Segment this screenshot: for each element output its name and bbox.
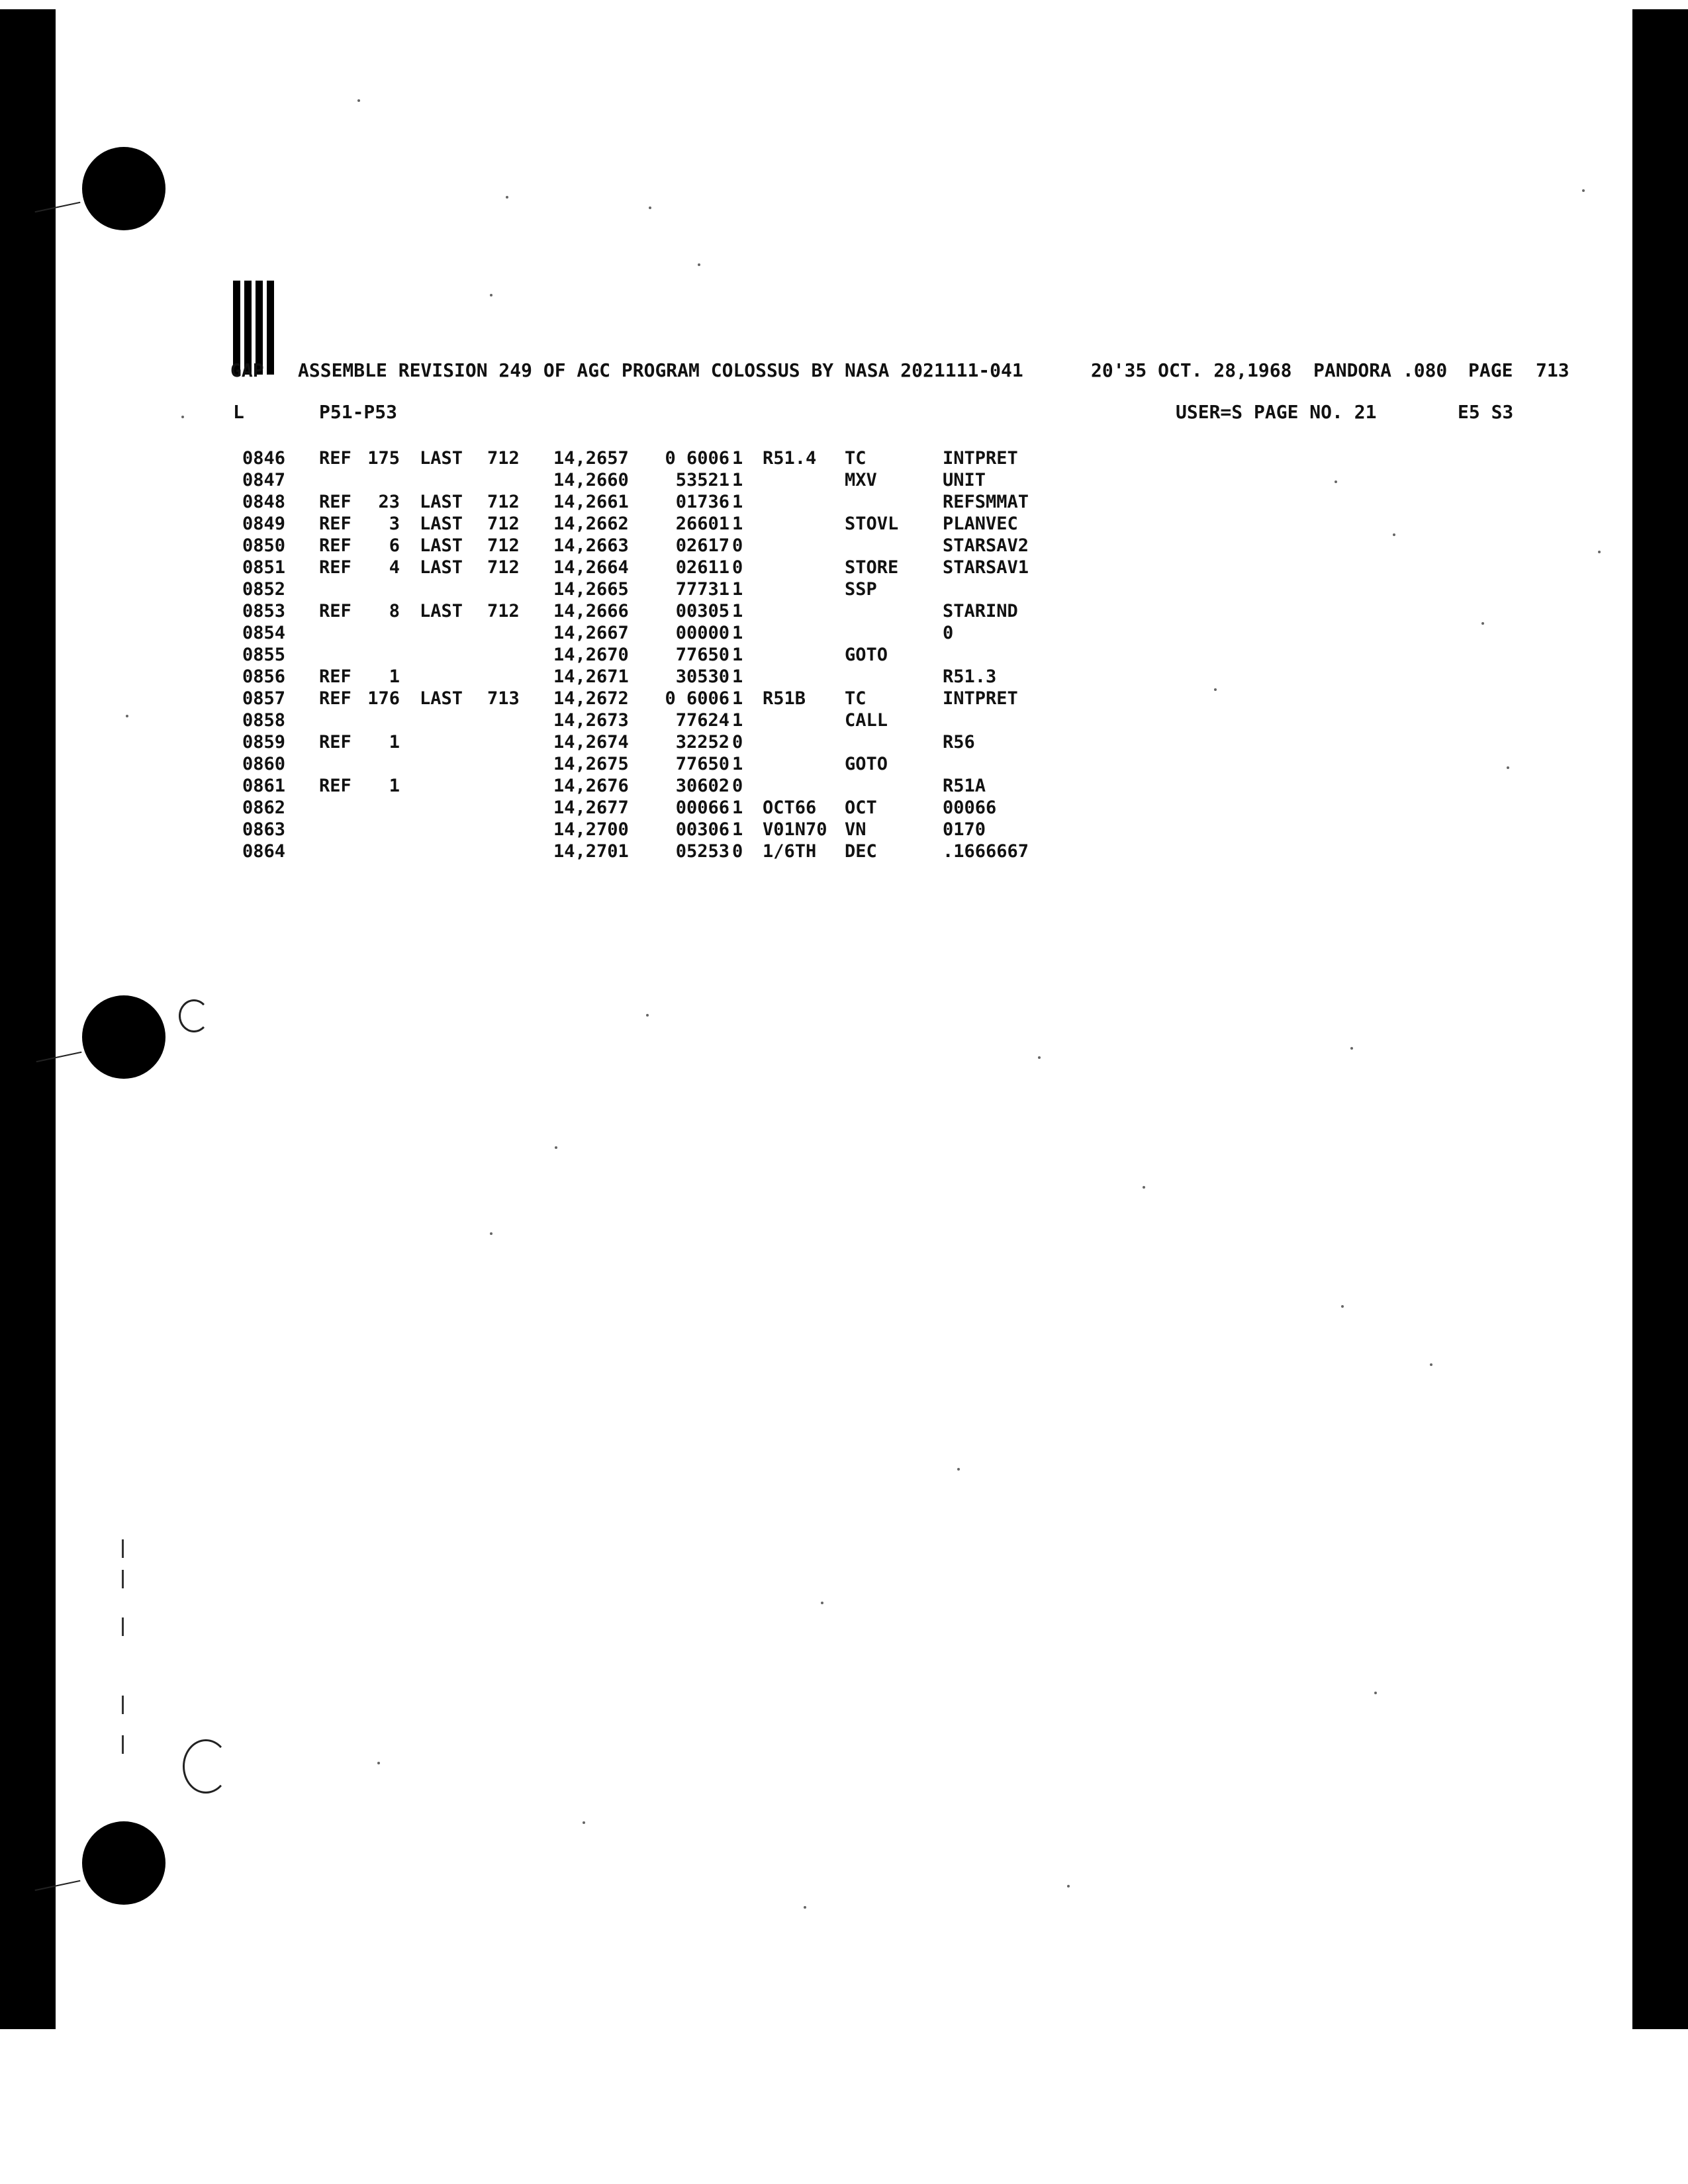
opcode: STORE — [845, 557, 899, 578]
line-number: 0863 — [242, 819, 286, 840]
last-page: 712 — [487, 601, 520, 621]
last-page: 713 — [487, 688, 520, 709]
opcode: CALL — [845, 710, 888, 731]
operand: PLANVEC — [943, 514, 1018, 534]
parity-bit: 0 — [732, 732, 743, 752]
operand: 0 — [943, 623, 954, 643]
opcode: SSP — [845, 579, 877, 600]
line-number: 0851 — [242, 557, 286, 578]
header-title: ASSEMBLE REVISION 249 OF AGC PROGRAM COLOSSUS BY NASA 2021111-041 — [298, 359, 1023, 381]
header-timestamp: 20'35 OCT. 28,1968 — [1091, 359, 1292, 381]
address: 14,2675 — [553, 754, 629, 774]
speck — [357, 99, 360, 102]
listing-row — [0, 514, 1688, 535]
margin-mark — [122, 1539, 124, 1558]
line-number: 0849 — [242, 514, 286, 534]
margin-mark — [122, 1696, 124, 1714]
ref-count: 8 — [389, 601, 400, 621]
listing-row — [0, 645, 1688, 666]
operand: INTPRET — [943, 448, 1018, 469]
line-number: 0852 — [242, 579, 286, 600]
listing-row — [0, 601, 1688, 623]
label: R51.4 — [763, 448, 817, 469]
parity-bit: 1 — [732, 514, 743, 534]
listing-row — [0, 819, 1688, 841]
label: 1/6TH — [763, 841, 817, 862]
operand: R51.3 — [943, 666, 997, 687]
ref-tag: REF — [319, 535, 352, 556]
last-page: 712 — [487, 492, 520, 512]
speck — [821, 1602, 823, 1604]
subheader-code: E5 S3 — [1458, 401, 1514, 423]
address: 14,2676 — [553, 776, 629, 796]
parity-bit: 1 — [732, 601, 743, 621]
operand: INTPRET — [943, 688, 1018, 709]
ref-count: 4 — [389, 557, 400, 578]
line-number: 0859 — [242, 732, 286, 752]
last-tag: LAST — [420, 557, 463, 578]
address: 14,2674 — [553, 732, 629, 752]
last-page: 712 — [487, 514, 520, 534]
octal-code: 30530 — [675, 666, 729, 687]
ref-count: 3 — [389, 514, 400, 534]
octal-code: 77650 — [675, 645, 729, 665]
margin-mark — [122, 1570, 124, 1588]
operand: .1666667 — [943, 841, 1029, 862]
line-number: 0854 — [242, 623, 286, 643]
octal-code: 00305 — [675, 601, 729, 621]
speck — [1430, 1363, 1432, 1366]
line-number: 0846 — [242, 448, 286, 469]
paper-mark — [179, 999, 209, 1032]
binder-hole — [82, 1821, 165, 1905]
header-page-number: 713 — [1536, 359, 1570, 381]
octal-code: 77731 — [675, 579, 729, 600]
label: V01N70 — [763, 819, 827, 840]
address: 14,2671 — [553, 666, 629, 687]
listing-row — [0, 492, 1688, 514]
ref-count: 23 — [378, 492, 400, 512]
operand: STARSAV1 — [943, 557, 1029, 578]
opcode: TC — [845, 688, 867, 709]
address: 14,2673 — [553, 710, 629, 731]
operand: UNIT — [943, 470, 986, 490]
opcode: GOTO — [845, 645, 888, 665]
subheader-section: P51-P53 — [319, 401, 398, 423]
listing-row — [0, 666, 1688, 688]
octal-code: 00306 — [675, 819, 729, 840]
parity-bit: 0 — [732, 841, 743, 862]
octal-code: 0 6006 — [665, 448, 729, 469]
address: 14,2661 — [553, 492, 629, 512]
margin-mark — [122, 1735, 124, 1754]
ref-count: 1 — [389, 776, 400, 796]
parity-bit: 1 — [732, 754, 743, 774]
opcode: MXV — [845, 470, 877, 490]
operand: 0170 — [943, 819, 986, 840]
speck — [1143, 1186, 1145, 1189]
operand: R51A — [943, 776, 986, 796]
ref-tag: REF — [319, 776, 352, 796]
line-number: 0857 — [242, 688, 286, 709]
listing-row — [0, 710, 1688, 732]
ref-count: 6 — [389, 535, 400, 556]
parity-bit: 1 — [732, 448, 743, 469]
ref-tag: REF — [319, 557, 352, 578]
listing-row — [0, 776, 1688, 797]
address: 14,2664 — [553, 557, 629, 578]
speck — [490, 294, 492, 296]
listing-row — [0, 688, 1688, 710]
address: 14,2700 — [553, 819, 629, 840]
ref-tag: REF — [319, 688, 352, 709]
ref-count: 1 — [389, 732, 400, 752]
octal-code: 02617 — [675, 535, 729, 556]
octal-code: 26601 — [675, 514, 729, 534]
header-code: GAP — [230, 359, 264, 381]
octal-code: 00066 — [675, 797, 729, 818]
speck — [1341, 1305, 1344, 1308]
speck — [1582, 189, 1585, 192]
last-page: 712 — [487, 448, 520, 469]
last-tag: LAST — [420, 514, 463, 534]
margin-mark — [122, 1617, 124, 1636]
address: 14,2662 — [553, 514, 629, 534]
address: 14,2665 — [553, 579, 629, 600]
parity-bit: 1 — [732, 470, 743, 490]
octal-code: 53521 — [675, 470, 729, 490]
speck — [506, 196, 508, 199]
last-tag: LAST — [420, 535, 463, 556]
opcode: GOTO — [845, 754, 888, 774]
octal-code: 0 6006 — [665, 688, 729, 709]
address: 14,2672 — [553, 688, 629, 709]
speck — [646, 1014, 649, 1017]
listing-row — [0, 841, 1688, 863]
address: 14,2657 — [553, 448, 629, 469]
address: 14,2660 — [553, 470, 629, 490]
address: 14,2667 — [553, 623, 629, 643]
line-number: 0848 — [242, 492, 286, 512]
line-number: 0860 — [242, 754, 286, 774]
label: R51B — [763, 688, 806, 709]
line-number: 0862 — [242, 797, 286, 818]
parity-bit: 1 — [732, 819, 743, 840]
octal-code: 05253 — [675, 841, 729, 862]
binder-hole — [82, 147, 165, 230]
octal-code: 77650 — [675, 754, 729, 774]
parity-bit: 1 — [732, 710, 743, 731]
speck — [804, 1906, 806, 1909]
operand: STARIND — [943, 601, 1018, 621]
operand: R56 — [943, 732, 975, 752]
address: 14,2701 — [553, 841, 629, 862]
speck — [377, 1762, 380, 1764]
parity-bit: 1 — [732, 688, 743, 709]
listing-row — [0, 448, 1688, 470]
line-number: 0855 — [242, 645, 286, 665]
parity-bit: 1 — [732, 492, 743, 512]
speck — [957, 1468, 960, 1471]
address: 14,2663 — [553, 535, 629, 556]
last-tag: LAST — [420, 492, 463, 512]
listing-row — [0, 535, 1688, 557]
octal-code: 77624 — [675, 710, 729, 731]
address: 14,2670 — [553, 645, 629, 665]
operand: REFSMMAT — [943, 492, 1029, 512]
last-tag: LAST — [420, 688, 463, 709]
last-page: 712 — [487, 557, 520, 578]
listing-row — [0, 579, 1688, 601]
parity-bit: 0 — [732, 557, 743, 578]
header-page-label: PAGE — [1468, 359, 1513, 381]
subheader-flag: L — [233, 401, 244, 423]
scan-edge-right — [1632, 9, 1688, 2029]
octal-code: 01736 — [675, 492, 729, 512]
ref-tag: REF — [319, 448, 352, 469]
operand: 00066 — [943, 797, 997, 818]
speck — [555, 1146, 557, 1149]
octal-code: 32252 — [675, 732, 729, 752]
line-number: 0864 — [242, 841, 286, 862]
last-page: 712 — [487, 535, 520, 556]
speck — [698, 263, 700, 266]
line-number: 0853 — [242, 601, 286, 621]
address: 14,2666 — [553, 601, 629, 621]
listing-row — [0, 797, 1688, 819]
line-number: 0861 — [242, 776, 286, 796]
listing-row — [0, 732, 1688, 754]
address: 14,2677 — [553, 797, 629, 818]
line-number: 0850 — [242, 535, 286, 556]
listing-row — [0, 557, 1688, 579]
ref-count: 175 — [367, 448, 400, 469]
ref-count: 176 — [367, 688, 400, 709]
parity-bit: 1 — [732, 645, 743, 665]
speck — [1067, 1885, 1070, 1888]
parity-bit: 1 — [732, 579, 743, 600]
operand: STARSAV2 — [943, 535, 1029, 556]
line-number: 0858 — [242, 710, 286, 731]
speck — [181, 416, 184, 418]
ref-tag: REF — [319, 601, 352, 621]
parity-bit: 0 — [732, 535, 743, 556]
ref-tag: REF — [319, 514, 352, 534]
speck — [1038, 1056, 1041, 1059]
speck — [583, 1821, 585, 1824]
line-number: 0856 — [242, 666, 286, 687]
parity-bit: 0 — [732, 776, 743, 796]
subheader-user-page: USER=S PAGE NO. 21 — [1176, 401, 1377, 423]
line-number: 0847 — [242, 470, 286, 490]
opcode: OCT — [845, 797, 877, 818]
octal-code: 00000 — [675, 623, 729, 643]
binder-hole — [82, 995, 165, 1079]
last-tag: LAST — [420, 448, 463, 469]
ref-tag: REF — [319, 666, 352, 687]
paper-mark — [183, 1739, 229, 1794]
ref-tag: REF — [319, 492, 352, 512]
speck — [1374, 1692, 1377, 1694]
parity-bit: 1 — [732, 623, 743, 643]
speck — [1350, 1047, 1353, 1050]
listing-row — [0, 623, 1688, 645]
speck — [649, 206, 651, 209]
parity-bit: 1 — [732, 666, 743, 687]
listing-row — [0, 470, 1688, 492]
octal-code: 30602 — [675, 776, 729, 796]
speck — [490, 1232, 492, 1235]
label: OCT66 — [763, 797, 817, 818]
ref-count: 1 — [389, 666, 400, 687]
last-tag: LAST — [420, 601, 463, 621]
header-pandora: PANDORA .080 — [1313, 359, 1448, 381]
ref-tag: REF — [319, 732, 352, 752]
parity-bit: 1 — [732, 797, 743, 818]
octal-code: 02611 — [675, 557, 729, 578]
opcode: DEC — [845, 841, 877, 862]
opcode: TC — [845, 448, 867, 469]
listing-row — [0, 754, 1688, 776]
opcode: VN — [845, 819, 867, 840]
opcode: STOVL — [845, 514, 899, 534]
